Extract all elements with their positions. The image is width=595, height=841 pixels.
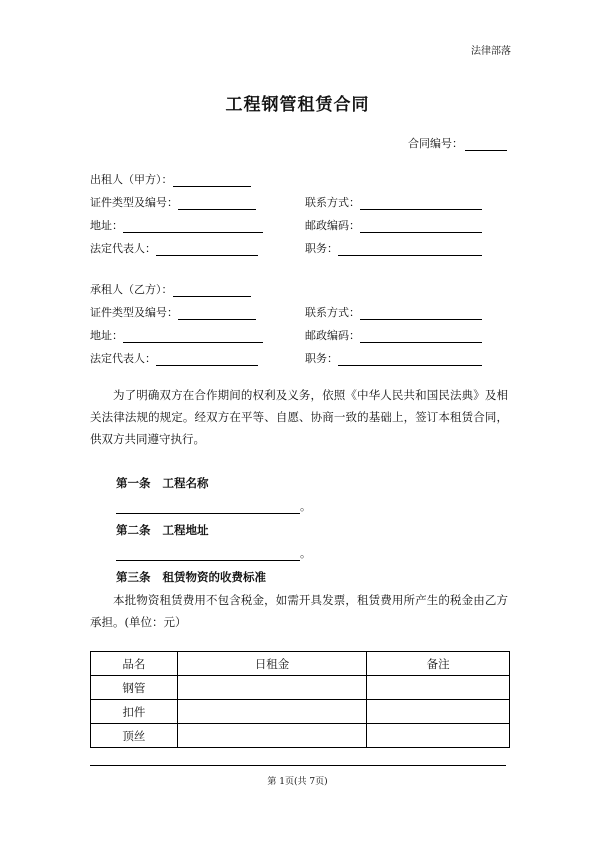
contract-number-field [408,135,507,151]
lessor-position-label: 职务： [305,242,338,255]
remark-cell[interactable] [367,724,510,748]
lessee-rep-blank[interactable] [156,353,258,366]
lessor-name-blank[interactable] [173,174,251,187]
daily-rent-cell[interactable] [177,724,367,748]
lessor-postcode-label: 邮政编码： [305,219,360,232]
table-header-cell: 日租金 [177,652,367,676]
lessee-position-label: 职务： [305,352,338,365]
fee-table [90,651,510,748]
lessor-contact-field [305,194,482,210]
article-3-heading [116,569,266,585]
lessor-rep-blank[interactable] [156,243,258,256]
lessor-id-blank[interactable] [178,197,256,210]
lessor-name-label: 出租人（甲方）： [90,173,173,186]
lessee-position-blank[interactable] [338,353,482,366]
table-row [91,676,510,700]
lessor-position-blank[interactable] [338,243,482,256]
lessor-rep-field [90,240,258,256]
lessor-address-label: 地址： [90,219,123,232]
project-name-end: 。 [300,500,311,513]
article-2-number: 第二条 [116,523,151,537]
lessee-rep-field [90,350,258,366]
lessee-postcode-label: 邮政编码： [305,329,360,342]
table-header-cell: 品名 [91,652,178,676]
lessor-rep-label: 法定代表人： [90,242,156,255]
lessee-address-label: 地址： [90,329,123,342]
table-header-row [91,652,510,676]
article-1-number: 第一条 [116,476,151,490]
lessee-id-blank[interactable] [178,307,256,320]
daily-rent-cell[interactable] [177,700,367,724]
lessee-id-label: 证件类型及编号： [90,306,178,319]
lessor-id-label: 证件类型及编号： [90,196,178,209]
project-address-blank[interactable] [116,548,300,561]
lessor-position-field [305,240,482,256]
contract-number-blank[interactable] [465,139,507,151]
project-name-blank[interactable] [116,501,300,514]
article-3-paragraph: 本批物资租赁费用不包含税金，如需开具发票，租赁费用所产生的税金由乙方承担。(单位：元） [90,593,508,629]
header-note: 法律部落 [471,46,511,57]
lessee-contact-field [305,304,482,320]
lessee-address-blank[interactable] [123,330,263,343]
article-1-heading [116,475,209,491]
project-address-end: 。 [300,547,311,560]
lessor-contact-blank[interactable] [360,197,482,210]
lessee-name-label: 承租人（乙方）： [90,283,173,296]
intro-paragraph: 为了明确双方在合作期间的权利及义务，依照《中华人民共和国民法典》及相关法律法规的规定。经双方在平等、自愿、协商一致的基础上，签订本租赁合同，供双方共同遵守执行。 [90,388,508,446]
page-title: 工程钢管租赁合同 [225,95,370,115]
lessee-id-field [90,304,256,320]
lessee-name-blank[interactable] [173,284,251,297]
project-name-field [116,498,311,514]
lessee-name-field [90,281,251,297]
page-number: 第 1页(共 7页) [267,777,328,787]
lessor-postcode-blank[interactable] [360,220,482,233]
lessor-name-field [90,171,251,187]
lessee-address-field [90,327,263,343]
item-name-cell: 顶丝 [91,724,178,748]
article-2-heading [116,522,209,538]
footer-divider [90,765,506,766]
remark-cell[interactable] [367,676,510,700]
lessor-address-field [90,217,263,233]
article-1-title: 工程名称 [162,476,209,490]
article-3-number: 第三条 [116,570,151,584]
project-address-field [116,545,311,561]
remark-cell[interactable] [367,700,510,724]
contract-number-label: 合同编号： [408,137,463,150]
lessee-postcode-field [305,327,482,343]
lessor-contact-label: 联系方式： [305,196,360,209]
daily-rent-cell[interactable] [177,676,367,700]
lessee-contact-blank[interactable] [360,307,482,320]
item-name-cell: 钢管 [91,676,178,700]
table-row [91,724,510,748]
lessor-postcode-field [305,217,482,233]
item-name-cell: 扣件 [91,700,178,724]
lessee-rep-label: 法定代表人： [90,352,156,365]
lessee-postcode-blank[interactable] [360,330,482,343]
table-row [91,700,510,724]
article-3-title: 租赁物资的收费标准 [162,570,266,584]
lessee-position-field [305,350,482,366]
lessee-contact-label: 联系方式： [305,306,360,319]
article-2-title: 工程地址 [162,523,209,537]
table-header-cell: 备注 [367,652,510,676]
lessor-id-field [90,194,256,210]
lessor-address-blank[interactable] [123,220,263,233]
